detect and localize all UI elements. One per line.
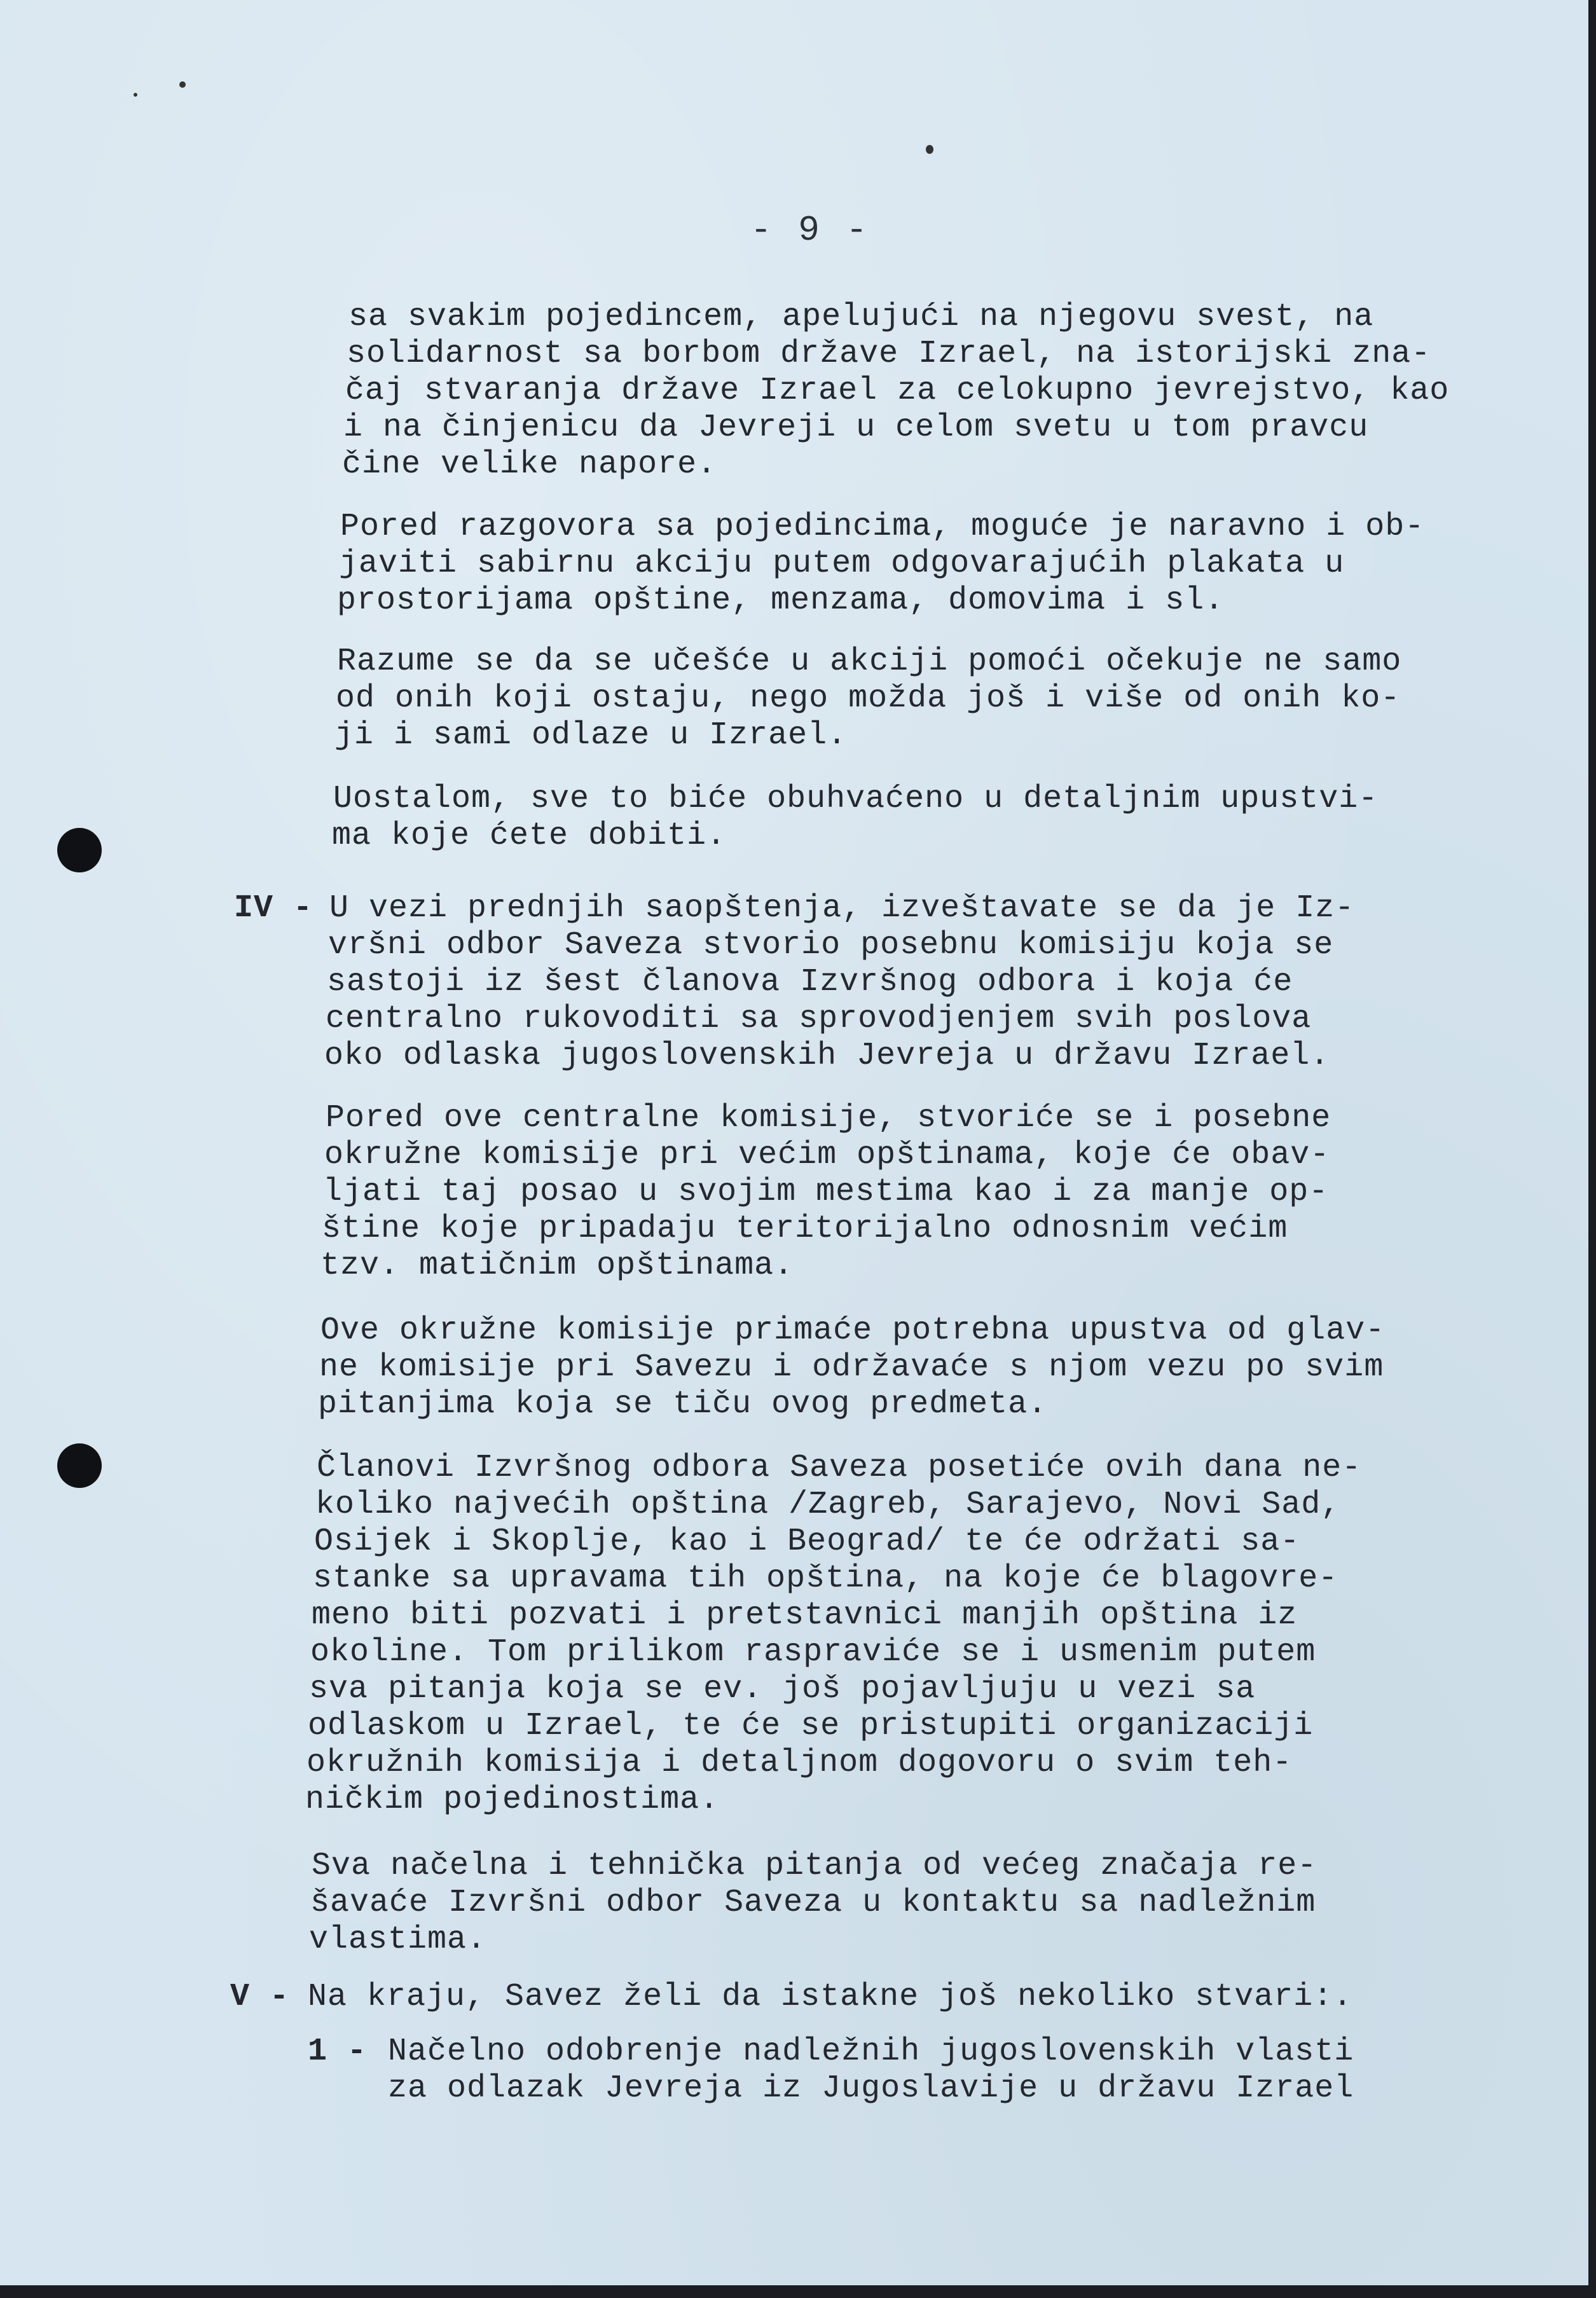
ink-speck	[926, 145, 933, 154]
text-line: ničkim pojedinostima.	[305, 1782, 720, 1818]
text-line: okružnih komisija i detaljnom dogovoru o svim teh-	[306, 1745, 1293, 1781]
text-line: Osijek i Skoplje, kao i Beograd/ te će održati sa-	[314, 1524, 1300, 1560]
section-marker: V -	[230, 1979, 290, 2015]
text-line: i na činjenicu da Jevreji u celom svetu u tom pravcu	[343, 409, 1369, 446]
text-line: Članovi Izvršnog odbora Saveza posetiće ovih dana ne-	[317, 1450, 1362, 1486]
list-marker: 1 -	[308, 2033, 368, 2070]
text-line: štine koje pripadaju teritorijalno odnosnim većim	[322, 1211, 1288, 1247]
page-number: - 9 -	[750, 210, 870, 251]
punch-hole-bottom	[57, 1443, 102, 1488]
text-line: Sva načelna i tehnička pitanja od većeg značaja re-	[312, 1848, 1317, 1884]
text-line: prostorijama opštine, menzama, domovima i sl.	[337, 582, 1225, 619]
text-line: Uostalom, sve to biće obuhvaćeno u detaljnim upustvi-	[333, 781, 1379, 817]
text-line: koliko najvećih opština /Zagreb, Sarajevo, Novi Sad,	[315, 1487, 1341, 1523]
punch-hole-top	[57, 828, 102, 872]
text-line: sa svakim pojedincem, apelujući na njegovu svest, na	[348, 299, 1374, 335]
text-line: čaj stvaranja države Izrael za celokupno jevrejstvo, kao	[345, 373, 1450, 409]
text-line: solidarnost sa borbom države Izrael, na istorijski zna-	[347, 336, 1431, 372]
text-line: ne komisije pri Savezu i održavaće s njom vezu po svim	[319, 1349, 1384, 1386]
text-line: od onih koji ostaju, nego možda još i više od onih ko-	[336, 680, 1401, 717]
text-line: odlaskom u Izrael, te će se pristupiti organizaciji	[308, 1708, 1314, 1744]
text-line: ma koje ćete dobiti.	[332, 818, 727, 854]
text-line: javiti sabirnu akciju putem odgovarajućih plakata u	[339, 546, 1345, 582]
text-line: ji i sami odlaze u Izrael.	[334, 717, 848, 753]
text-line: Razume se da se učešće u akciji pomoći očekuje ne samo	[337, 643, 1402, 680]
section-marker: IV -	[234, 890, 313, 926]
text-line: vršni odbor Saveza stvorio posebnu komisiju koja se	[328, 927, 1334, 963]
text-line: tzv. matičnim opštinama.	[320, 1248, 794, 1284]
text-line: šavaće Izvršni odbor Saveza u kontaktu sa nadležnim	[310, 1885, 1316, 1921]
text-line: stanke sa upravama tih opština, na koje će blagovre-	[313, 1560, 1338, 1597]
text-line: okoline. Tom prilikom raspraviće se i usmenim putem	[310, 1634, 1316, 1670]
text-line: čine velike napore.	[342, 446, 717, 483]
text-line: za odlazak Jevreja iz Jugoslavije u državu Izrael	[388, 2070, 1354, 2107]
text-line: sastoji iz šest članova Izvršnog odbora i koja će	[327, 964, 1293, 1000]
text-line: ljati taj posao u svojim mestima kao i za manje op-	[323, 1174, 1329, 1210]
ink-speck	[179, 81, 186, 88]
text-line: okružne komisije pri većim opštinama, koje će obav-	[324, 1137, 1330, 1173]
text-line: Na kraju, Savez želi da istakne još nekoliko stvari:.	[308, 1979, 1353, 2015]
text-line: Načelno odobrenje nadležnih jugoslovenskih vlasti	[388, 2033, 1354, 2070]
text-line: Pored razgovora sa pojedincima, moguće je naravno i ob-	[340, 509, 1425, 545]
text-line: vlastima.	[309, 1922, 487, 1958]
text-line: Ove okružne komisije primaće potrebna upustva od glav-	[320, 1312, 1386, 1349]
text-line: U vezi prednjih saopštenja, izveštavate se da je Iz-	[329, 890, 1355, 926]
text-line: sva pitanja koja se ev. još pojavljuju u vezi sa	[309, 1671, 1256, 1707]
text-line: meno biti pozvati i pretstavnici manjih opština iz	[312, 1597, 1298, 1634]
text-line: Pored ove centralne komisije, stvoriće se i posebne	[326, 1100, 1331, 1136]
text-line: oko odlaska jugoslovenskih Jevreja u državu Izrael.	[324, 1038, 1330, 1074]
text-line: pitanjima koja se tiču ovog predmeta.	[318, 1386, 1048, 1422]
ink-speck	[134, 93, 137, 97]
text-line: centralno rukovoditi sa sprovodjenjem svih poslova	[326, 1001, 1312, 1037]
